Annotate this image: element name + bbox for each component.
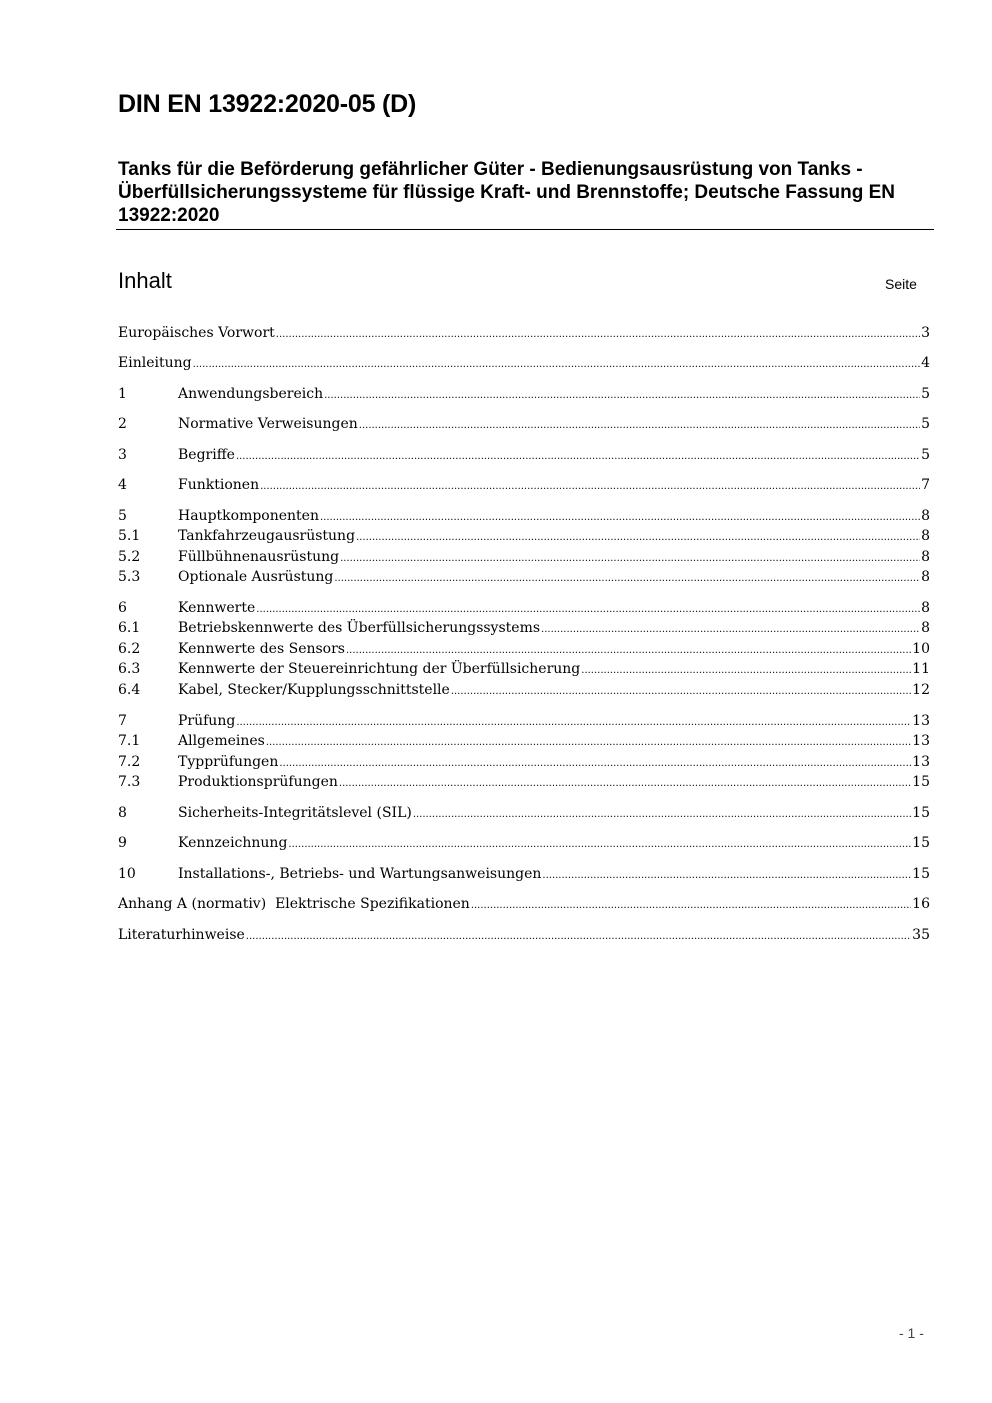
toc-entry-page: 8 — [921, 569, 930, 585]
toc-entry-page: 16 — [912, 896, 930, 912]
toc-entry-page: 15 — [912, 774, 930, 790]
toc-entry-einleitung[interactable] — [118, 355, 930, 375]
toc-entry-number: 10 — [118, 866, 136, 882]
toc-leader-dots — [413, 809, 911, 820]
toc-entry-4[interactable] — [118, 477, 930, 497]
toc-entry-page: 8 — [921, 549, 930, 565]
toc-entry-label: Funktionen — [178, 477, 260, 493]
toc-entry-label: Installations-, Betriebs- und Wartungsanweisungen — [178, 866, 542, 882]
toc-leader-dots — [334, 573, 920, 584]
title-divider — [116, 229, 934, 230]
toc-entry-page: 15 — [912, 835, 930, 851]
toc-entry-number: 5 — [118, 508, 127, 524]
toc-leader-dots — [236, 717, 911, 728]
toc-entry-page: 5 — [921, 386, 930, 402]
toc-leader-dots — [471, 900, 911, 911]
toc-leader-dots — [359, 420, 920, 431]
toc-entry-6-4[interactable] — [118, 682, 930, 702]
toc-entry-6-1[interactable] — [118, 620, 930, 640]
toc-entry-9[interactable] — [118, 835, 930, 855]
toc-entry-number: 6.2 — [118, 641, 141, 657]
toc-entry-7-2[interactable] — [118, 754, 930, 774]
toc-entry-5-2[interactable] — [118, 549, 930, 569]
toc-leader-dots — [581, 665, 911, 676]
toc-entry-label: Füllbühnenausrüstung — [178, 549, 340, 565]
toc-entry-label: Betriebskennwerte des Überfüllsicherungssystems — [178, 620, 541, 636]
toc-heading: Inhalt — [118, 268, 172, 293]
toc-entry-number: 2 — [118, 416, 127, 432]
toc-entry-label: Literaturhinweise — [118, 927, 245, 943]
toc-entry-7-3[interactable] — [118, 774, 930, 794]
toc-entry-page: 10 — [912, 641, 930, 657]
toc-leader-dots — [542, 870, 911, 881]
toc-leader-dots — [339, 778, 911, 789]
toc-entry-label: Optionale Ausrüstung — [178, 569, 334, 585]
toc-entry-page: 8 — [921, 508, 930, 524]
toc-entry-number: 7.2 — [118, 754, 141, 770]
toc-leader-dots — [346, 645, 911, 656]
toc-entry-label: Kennwerte des Sensors — [178, 641, 345, 657]
toc-entry-page: 8 — [921, 600, 930, 616]
toc-entry-page: 11 — [912, 661, 930, 677]
toc-entry-page: 12 — [912, 682, 930, 698]
toc-entry-page: 15 — [912, 805, 930, 821]
toc-entry-label: Einleitung — [118, 355, 192, 371]
toc-entry-page: 3 — [921, 325, 930, 341]
toc-entry-page: 13 — [912, 713, 930, 729]
toc-entry-label: Kabel, Stecker/Kupplungsschnittstelle — [178, 682, 450, 698]
toc-leader-dots — [324, 390, 920, 401]
toc-page-column-label: Seite — [885, 276, 917, 292]
toc-leader-dots — [266, 737, 911, 748]
toc-leader-dots — [246, 931, 911, 942]
toc-entry-number: 7.3 — [118, 774, 141, 790]
toc-entry-number: 9 — [118, 835, 127, 851]
toc-entry-number: 6.3 — [118, 661, 141, 677]
toc-entry-label: Typprüfungen — [178, 754, 279, 770]
toc-entry-10[interactable] — [118, 866, 930, 886]
toc-entry-label: Produktionsprüfungen — [178, 774, 338, 790]
toc-leader-dots — [451, 686, 911, 697]
toc-entry-label: Normative Verweisungen — [178, 416, 358, 432]
toc-entry-number: 1 — [118, 386, 127, 402]
toc-leader-dots — [236, 451, 920, 462]
toc-leader-dots — [260, 481, 920, 492]
toc-entry-6-3[interactable] — [118, 661, 930, 681]
toc-entry-2[interactable] — [118, 416, 930, 436]
toc-entry-number: 6.4 — [118, 682, 141, 698]
toc-leader-dots — [320, 512, 920, 523]
toc-entry-6[interactable] — [118, 600, 930, 620]
toc-leader-dots — [340, 553, 920, 564]
toc-entry-page: 13 — [912, 733, 930, 749]
toc-entry-number: 8 — [118, 805, 127, 821]
toc-entry-3[interactable] — [118, 447, 930, 467]
toc-entry-5-1[interactable] — [118, 528, 930, 548]
toc-entry-1[interactable] — [118, 386, 930, 406]
toc-entry-page: 4 — [921, 355, 930, 371]
toc-entry-7-1[interactable] — [118, 733, 930, 753]
toc-entry-label: Kennwerte — [178, 600, 256, 616]
toc-entry-number: 6.1 — [118, 620, 141, 636]
toc-entry-number: 3 — [118, 447, 127, 463]
toc-entry-page: 15 — [912, 866, 930, 882]
toc-entry-page: 8 — [921, 528, 930, 544]
toc-entry-page: 5 — [921, 416, 930, 432]
document-id: DIN EN 13922:2020-05 (D) — [118, 90, 417, 118]
toc-leader-dots — [279, 758, 911, 769]
toc-entry-label: Prüfung — [178, 713, 236, 729]
toc-entry-page: 35 — [912, 927, 930, 943]
toc-leader-dots — [288, 839, 911, 850]
toc-entry-literaturhinweise[interactable] — [118, 927, 930, 947]
toc-leader-dots — [276, 329, 920, 340]
toc-entry-5[interactable] — [118, 508, 930, 528]
toc-entry-label: Anwendungsbereich — [178, 386, 324, 402]
toc-entry-number: 5.2 — [118, 549, 141, 565]
toc-entry-vorwort[interactable] — [118, 325, 930, 345]
toc-entry-page: 5 — [921, 447, 930, 463]
toc-entry-5-3[interactable] — [118, 569, 930, 589]
toc-entry-number: 5.3 — [118, 569, 141, 585]
toc-entry-page: 7 — [921, 477, 930, 493]
toc-entry-label: Anhang A (normativ) Elektrische Spezifikationen — [118, 896, 470, 912]
toc-entry-number: 4 — [118, 477, 127, 493]
toc-entry-label: Tankfahrzeugausrüstung — [178, 528, 356, 544]
toc-entry-number: 7 — [118, 713, 127, 729]
toc-entry-6-2[interactable] — [118, 641, 930, 661]
toc-entry-anhang-a[interactable] — [118, 896, 930, 916]
toc-entry-label: Hauptkomponenten — [178, 508, 319, 524]
toc-entry-label: Europäisches Vorwort — [118, 325, 275, 341]
document-title: Tanks für die Beförderung gefährlicher Güter - Bedienungsausrüstung von Tanks - Überfüllsicherungssysteme für flüssige Kraft- und Brennstoffe; Deutsche Fassung EN 13922:2020 — [118, 159, 896, 226]
toc-entry-page: 8 — [921, 620, 930, 636]
toc-entry-label: Sicherheits-Integritätslevel (SIL) — [178, 805, 412, 821]
toc-leader-dots — [256, 604, 920, 615]
toc-entry-label: Begriffe — [178, 447, 235, 463]
toc-entry-7[interactable] — [118, 713, 930, 733]
toc-entry-label: Kennwerte der Steuereinrichtung der Überfüllsicherung — [178, 661, 581, 677]
toc-entry-number: 5.1 — [118, 528, 141, 544]
toc-leader-dots — [193, 359, 921, 370]
toc-entry-label: Allgemeines — [178, 733, 265, 749]
toc-leader-dots — [541, 624, 920, 635]
page-number: - 1 - — [899, 1325, 924, 1341]
toc-leader-dots — [356, 532, 920, 543]
toc-entry-number: 6 — [118, 600, 127, 616]
toc-entry-label: Kennzeichnung — [178, 835, 288, 851]
toc-entry-page: 13 — [912, 754, 930, 770]
toc-entry-number: 7.1 — [118, 733, 141, 749]
toc-entry-8[interactable] — [118, 805, 930, 825]
